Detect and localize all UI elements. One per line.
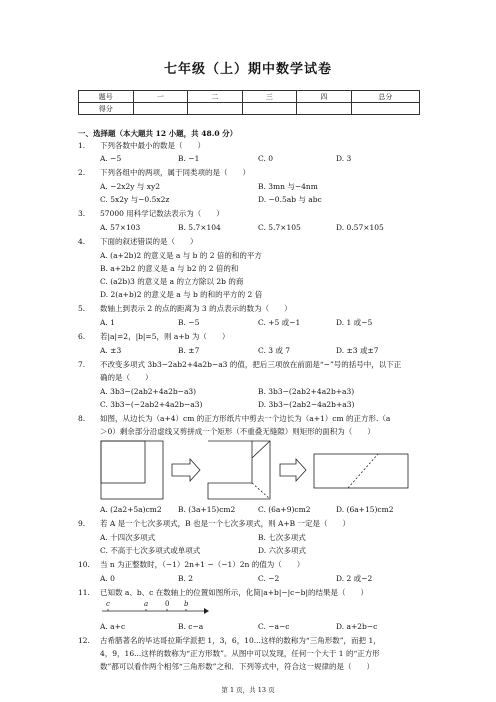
section-heading: 一、选择题（本大题共 12 小题，共 48.0 分） — [78, 129, 238, 138]
square-cut-figure — [100, 440, 410, 502]
option: C. 3 或 7 — [258, 346, 291, 355]
arrow-icon — [172, 459, 200, 481]
question-text: 下列各数中最小的数是（ ） — [100, 141, 205, 150]
score-table-header-row — [79, 91, 420, 103]
number-line-label: b — [184, 600, 189, 608]
option: C. 不高于七次多项式或单项式 — [100, 546, 201, 555]
question-number: 10. — [78, 560, 90, 569]
question-text: 若|a|=2，|b|=5，则 a+b 为（ ） — [100, 332, 230, 341]
question-number: 2. — [78, 168, 86, 177]
score-cell: 三 — [242, 91, 297, 103]
option: B. a+2b2 的意义是 a 与 b2 的 2 倍的和 — [100, 264, 239, 273]
option: B. c−a — [178, 622, 204, 631]
option: D. 六次多项式 — [258, 546, 307, 555]
question-text-continued: ＞0）剩余部分沿虚线又剪拼成一个矩形（不重叠无缝隙）则矩形的面积为（ ） — [100, 427, 375, 436]
question-number: 9. — [78, 519, 86, 528]
option: D. 3b3−(2ab2−4a2b+a3) — [258, 400, 355, 409]
arrow-icon — [204, 608, 209, 614]
score-table — [78, 90, 420, 115]
question-number: 6. — [78, 332, 86, 341]
score-cell: 总分 — [351, 91, 419, 103]
inner-square — [101, 441, 145, 483]
option: B. 3mn 与−4nm — [258, 182, 318, 191]
question-text: 不改变多项式 3b3−2ab2+4a2b−a3 的值，把后三项放在前面是“−”号的括号中，以下正 — [100, 360, 402, 369]
option: B. −5 — [178, 318, 200, 327]
option: B. 2 — [178, 574, 194, 583]
cut-line — [252, 441, 270, 458]
option: A. −5 — [100, 154, 122, 163]
option: D. ±3 或±7 — [336, 346, 379, 355]
number-line-label: 0 — [165, 600, 170, 608]
number-line-label: a — [144, 600, 149, 608]
option: A. (2a2+5a)cm2 — [100, 505, 162, 514]
number-line-label: c — [106, 600, 110, 608]
option: D. 1 或−5 — [336, 318, 373, 327]
question-text: 57000 用科学记数法表示为（ ） — [100, 209, 224, 218]
page-title: 七年级（上）期中数学试卷 — [163, 62, 332, 77]
option: B. ±7 — [178, 346, 200, 355]
question-text: 已知数 a、b、c 在数轴上的位置如图所示，化简|a+b|−|c−b|的结果是（ ） — [100, 588, 368, 597]
option: D. a+2b−c — [336, 622, 378, 631]
option: C. 5.7×105 — [258, 223, 301, 232]
number-line-figure — [100, 598, 210, 620]
option: A. 十四次多项式 — [100, 533, 156, 542]
option: D. 2 或−2 — [336, 574, 373, 583]
question-text: 若 A 是一个七次多项式，B 也是一个七次多项式，则 A+B 一定是（ ） — [100, 519, 351, 528]
question-number: 11. — [78, 588, 90, 597]
option: C. 3b3−(−2ab2+4a2b−a3) — [100, 400, 203, 409]
option: A. 57×103 — [100, 223, 141, 232]
option: B. 3b3−(2ab2+4a2b+a3) — [258, 387, 355, 396]
option: D. 0.57×105 — [336, 223, 384, 232]
question-text-continued: 数”都可以看作两个相邻“三角形数”之和．下列等式中，符合这一规律的是（ ） — [100, 662, 375, 671]
question-text: 当 n 为正整数时，（−1）2n+1 −（−1）2n 的值为（ ） — [100, 560, 305, 569]
option: C. +5 或−1 — [258, 318, 301, 327]
option: B. 七次多项式 — [258, 533, 306, 542]
question-number: 4. — [78, 237, 86, 246]
option: D. 3 — [336, 154, 352, 163]
option: A. 1 — [100, 318, 115, 327]
option: D. (6a+15)cm2 — [336, 505, 394, 514]
question-number: 3. — [78, 209, 86, 218]
option: A. a+c — [100, 622, 126, 631]
question-text: 下面的叙述错误的是（ ） — [100, 237, 198, 246]
option: A. −2x2y 与 xy2 — [100, 182, 160, 191]
score-cell: 得分 — [79, 103, 134, 115]
dashed-cut-line — [252, 483, 270, 499]
outer-square — [101, 441, 163, 499]
option: C. −a−c — [258, 622, 290, 631]
question-number: 12. — [78, 636, 90, 645]
result-rectangle — [314, 454, 408, 488]
option: D. 2(a+b)2 的意义是 a 与 b 的和的平方的 2 倍 — [100, 290, 263, 299]
question-number: 1. — [78, 141, 86, 150]
page-footer: 第 1 页，共 13 页 — [221, 686, 275, 694]
option: D. −0.5ab 与 abc — [258, 195, 322, 204]
score-cell: 四 — [297, 91, 352, 103]
option: B. 5.7×104 — [178, 223, 221, 232]
option: C. −2 — [258, 574, 280, 583]
score-cell — [351, 103, 419, 115]
score-cell: 一 — [133, 91, 188, 103]
option: A. 3b3−(2ab2+4a2b−a3) — [100, 387, 197, 396]
score-cell — [297, 103, 352, 115]
option: A. 0 — [100, 574, 115, 583]
question-text: 古希腊著名的毕达哥拉斯学派把 1，3，6，10...这样的数称为“三角形数”，而把 1， — [100, 636, 381, 645]
option: C. (6a+9)cm2 — [258, 505, 311, 514]
question-number: 8. — [78, 414, 86, 423]
question-text: 数轴上到表示 2 的点的距离为 3 的点表示的数为（ ） — [100, 304, 292, 313]
option: C. 5x2y 与−0.5x2z — [100, 195, 170, 204]
question-text: 如图，从边长为（a+4）cm 的正方形纸片中剪去一个边长为（a+1）cm 的正方形.（a — [100, 414, 391, 423]
score-cell: 题号 — [79, 91, 134, 103]
score-cell — [242, 103, 297, 115]
option: B. (3a+15)cm2 — [178, 505, 236, 514]
question-number: 5. — [78, 304, 86, 313]
question-text-continued: 确的是（ ） — [100, 373, 153, 382]
option: A. (a+2b)2 的意义是 a 与 b 的 2 倍的和的平方 — [100, 251, 262, 260]
option: B. −1 — [178, 154, 200, 163]
score-table-score-row — [79, 103, 420, 115]
question-text-continued: 4，9，16...这样的数称为“正方形数”。从图中可以发现，任何一个大于 1 的“正方形 — [100, 649, 380, 658]
score-cell: 二 — [188, 91, 243, 103]
option: C. 0 — [258, 154, 274, 163]
dashed-cut-line — [348, 454, 378, 488]
arrow-icon — [280, 459, 306, 481]
score-cell — [133, 103, 188, 115]
option: A. ±3 — [100, 346, 122, 355]
score-cell — [188, 103, 243, 115]
question-text: 下列各组中的两项，属于同类项的是（ ） — [100, 168, 250, 177]
question-number: 7. — [78, 360, 86, 369]
option: C. (a2b)3 的意义是 a 的立方除以 2b 的商 — [100, 277, 244, 286]
